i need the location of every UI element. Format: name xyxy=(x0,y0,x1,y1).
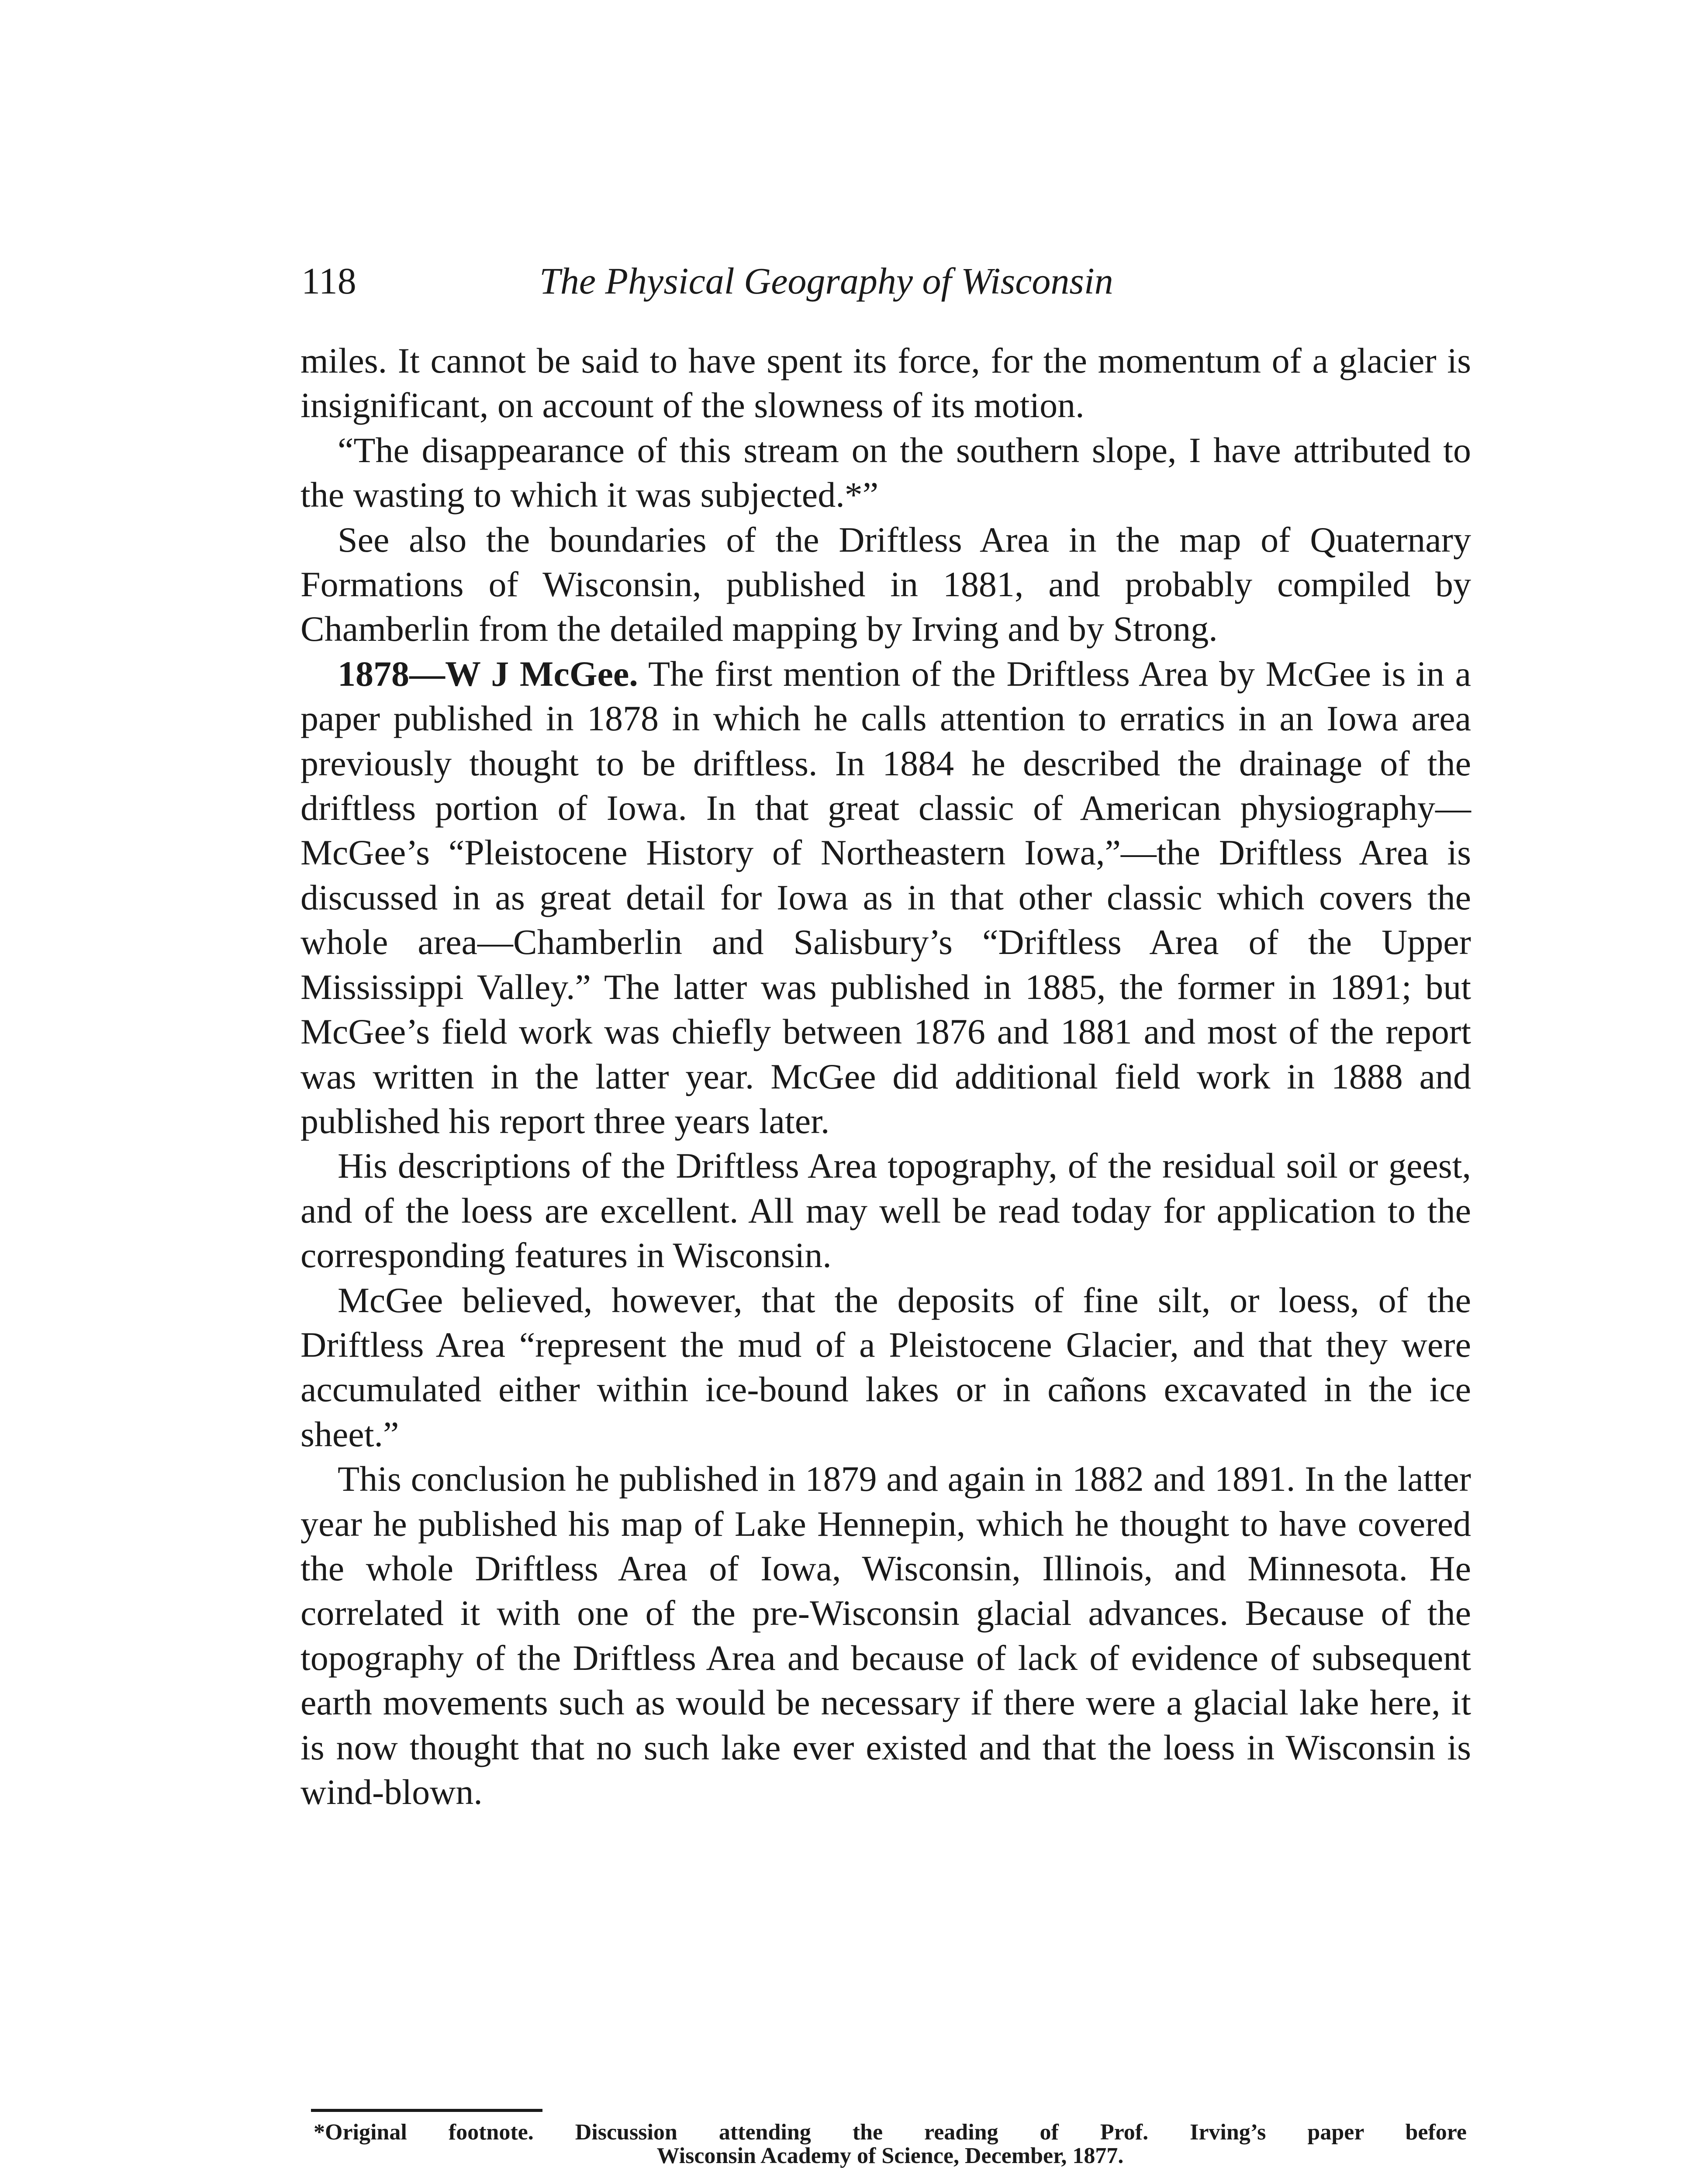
footnote-line-2: Wisconsin Academy of Science, December, 1877. xyxy=(656,2143,1124,2168)
footnote-line-1: *Original footnote. Discussion attending the reading of Prof. Irving’s paper before xyxy=(314,2120,1467,2145)
paragraph-mcgee-1878 xyxy=(301,652,1471,1144)
paragraph-mcgee-believed: McGee believed, however, that the deposits of fine silt, or loess, of the Driftless Area “represent the mud of a Pleistocene Glacier, and that they were accumulated either within ice-bound lakes or in cañons excavated in the ice sheet.” xyxy=(301,1280,1471,1454)
body-text xyxy=(301,339,1471,1814)
paragraph-descriptions: His descriptions of the Driftless Area topography, of the residual soil or geest, and of the loess are excellent. All may well be read today for application to the corresponding features in Wisconsin. xyxy=(301,1146,1471,1275)
footnote xyxy=(314,2121,1467,2168)
running-title: The Physical Geography of Wisconsin xyxy=(539,260,1113,302)
page-header xyxy=(301,247,1472,312)
paragraph-see-also: See also the boundaries of the Driftless Area in the map of Quaternary Formations of Wisconsin, published in 1881, and probably compiled by Chamberlin from the detailed mapping by Irving and by Strong. xyxy=(301,519,1471,649)
footnote-divider xyxy=(311,2109,542,2112)
paragraph-text: The first mention of the Driftless Area by McGee is in a paper published in 1878 in which he calls attention to erratics in an Iowa area previously thought to be driftless. In 1884 he described the drainage of the driftless portion of Iowa. In that great classic of American physiography—McGee’s “Pleistocene History of Northeastern Iowa,”—the Driftless Area is discussed in as great detail for Iowa as in that other classic which covers the whole area—Chamberlin and Salisbury’s “Driftless Area of the Upper Mississippi Valley.” The latter was published in 1885, the former in 1891; but McGee’s field work was chiefly between 1876 and 1881 and most of the report was written in the latter year. McGee did additional field work in 1888 and published his report three years later. xyxy=(301,653,1471,1141)
page-number: 118 xyxy=(301,260,356,302)
paragraph-continuation: miles. It cannot be said to have spent its force, for the momentum of a glacier is insignificant, on account of the slowness of its motion. xyxy=(301,341,1471,425)
paragraph-quote: “The disappearance of this stream on the southern slope, I have attributed to the wasting to which it was subjected.*” xyxy=(301,430,1471,515)
paragraph-conclusion: This conclusion he published in 1879 and again in 1882 and 1891. In the latter year he published his map of Lake Hennepin, which he thought to have covered the whole Driftless Area of Iowa, Wisconsin, Illinois, and Minnesota. He correlated it with one of the pre-Wisconsin glacial advances. Because of the topography of the Driftless Area and because of lack of evidence of subsequent earth movements such as would be necessary if there were a glacial lake here, it is now thought that no such lake ever existed and that the loess in Wisconsin is wind-blown. xyxy=(301,1459,1471,1812)
section-heading: 1878—W J McGee. xyxy=(338,653,638,694)
